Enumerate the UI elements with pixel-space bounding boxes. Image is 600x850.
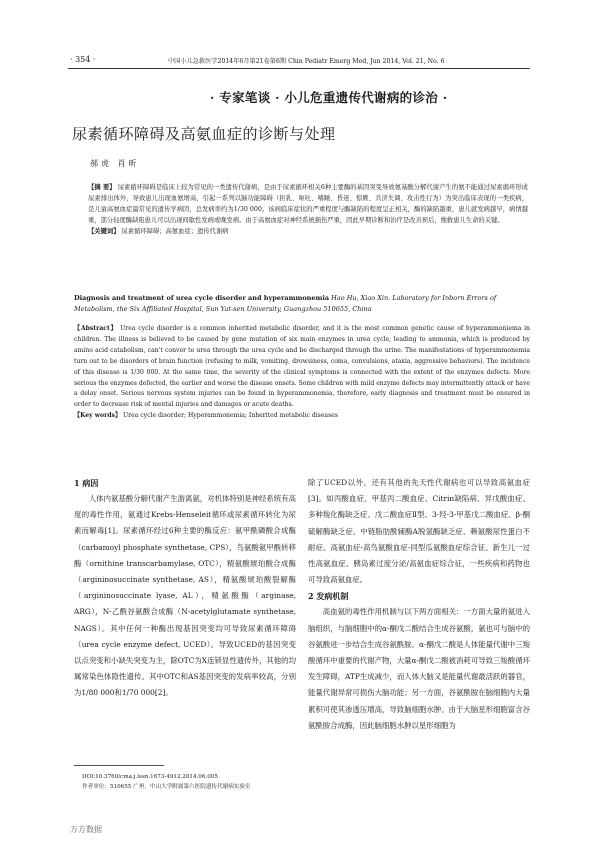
abstract-cn-text: 尿素循环障碍是临床上较为常见的一类遗传代谢病，是由于尿素循环相关6种主要酶的基因突变导致氨基酸分解代谢产生的氨不能通过尿素循环形成尿素排出体外，导致患儿出现血氨增高，引起一系列以脑功能障碍（拒乳、呕吐、嗜睡、昏迷、惊厥、共济失调、攻击性行为）为突出临床表现的一类疾病，是儿童高氨血症最常见的遗传学病因，总发病率约为1/30 000。该病临床症状的严重程度与酶缺陷的程度呈正相关，酶的缺陷越重，患儿就发病越早，病情越重，部分轻度酶缺陷患儿可以出现间歇性发病或晚发病。由于高氨血症对神经系统损伤严重，因此早期诊断和治疗是改善预后，挽救患儿生命的关键。 [88,184,528,224]
affiliation-en: Laboratory for Inborn Errors of Metabolism, the Six Affiliated Hospital, Sun Yat-sen University, Guangzhou 510655, China [74,294,497,313]
doi-line: DOI:10.3760/cma.j.issn.1673-4912.2014.06.005 [82,774,218,780]
keywords-en-label: 【Key words】 [74,412,122,420]
keywords-en-text: Urea cycle disorder; Hyperammonemia; Inherited metabolic diseases [123,412,338,420]
journal-running-header: 中国小儿急救医学2014年6月第21卷第6期 Chin Pediatr Emerg Med, Jun 2014, Vol. 21, No. 6 [168,58,445,65]
section-1-heading: 1 病因 [74,478,99,488]
author-affiliation-line: 作者单位：510655 广州，中山大学附属第六医院遗传代谢病实验室 [82,783,251,790]
keywords-en [74,411,530,422]
right-paragraph-1: 除了UCED以外，还有其他的先天性代谢病也可以导致高氨血症[3]。如丙酸血症、甲基丙二酸血症、Citrin缺陷病、异戊酸血症、多种羧化酶缺乏症、戊二酸血症Ⅱ型、3-羟-3-甲基戊二酸血症、β-酮硫解酶缺乏症、中链脂肪酰辅酶A脱氢酶缺乏症、赖氨酸尿性蛋白不耐症、高氨血症-高鸟氨酸血症-同型瓜氨酸血症综合征、新生儿一过性高氨血症、胰岛素过度分泌/高氨血症综合征，一些疾病和药物也可导致高氨血症。 [308,478,530,585]
footnote-rule [74,765,164,766]
header-rule [68,68,530,69]
abstract-en-label: 【Abstract】 [74,325,118,332]
body-column-right [308,475,530,734]
page-number: · 354 · [70,55,96,64]
abstract-cn-label: 【摘 要】 [88,184,116,191]
abstract-en-text: Urea cycle disorder is a common inherited metabolic disorder, and it is the most common genetic cause of hyperammoniema in children. The illness is believed to be caused by gene mutation of six main enzymes in urea cycle, leading to ammonia, which is produced by amino acid catabolism, can't conver to urea through the urea cycle and be discharged through the urine. The manifestations of hyperammonemia turn out to be disorders of brain function (refusing to milk, vomiting, drowsiness, coma, convulsions, ataxia, aggressive behaviors). The incidence of this disease is 1/30 000. At the same time, the severity of the clinical symptoms is connected with the extent of the enzymes defects. More serious the enzymes defected, the earlier and worse the disease onsets. Some children with mild enzyme defects may intermittently attack or have a delay onset. Serious nervous system injuries can be found in hyperammonemia, therefore, early diagnosis and treatment must be ensured in order to decrease risk of mental injuries and damages or acute deaths. [74,325,530,409]
section-2-paragraph: 高血氨的毒性作用机制与以下两方面相关：一方面大量的氨进入脑组织，与脑细胞中的α-酮戊二酸结合生成谷氨酸，氨也可与脑中的谷氨酸进一步结合生成谷氨酰胺。α-酮戊二酸是人体能量代谢中三羧酸循环中重要的代谢产物，大量α-酮戊二酸被消耗可导致三羧酸循环发生障碍，ATP生成减少，而人体大脑又是能量代谢最活跃的器官，能量代谢异常可损伤大脑功能；另一方面，谷氨酰胺在脑细胞内大量累积可使其渗透压增高，导致脑细胞水肿。由于大脑星形细胞富含谷氨酰胺合成酶，因此脑细胞水肿以星形细胞为 [308,607,530,730]
article-title-en: Diagnosis and treatment of urea cycle disorder and hyperammonemia [74,294,330,302]
keywords-cn-label: 【关键词】 [88,227,120,235]
authors-en: Hao Hu, Xiao Xin. [331,294,391,302]
keywords-cn [88,227,528,238]
article-title-en-block [74,293,530,314]
authors-cn: 郝虎 肖昕 [90,159,140,168]
article-title-cn: 尿素循环障碍及高氨血症的诊断与处理 [72,125,336,143]
abstract-en [74,324,530,422]
keywords-cn-text: 尿素循环障碍；高氨血症；遗传代谢病 [121,227,229,235]
abstract-cn [88,183,528,238]
series-title: · 专家笔谈 · 小儿危重遗传代谢病的诊治 · [210,90,448,105]
watermark: 万方数据 [70,825,102,834]
footnote [82,773,302,793]
section-1-paragraph: 人体内氨基酸分解代谢产生游离氨，对机体特别是神经系统有高度的毒性作用，氨通过Krebs-Henseleit循环或尿素循环转化为尿素而解毒[1]。尿素循环经过6种主要的酶反应：氨甲酰磷酸合成酶（carbamoyl phosphate synthetase, CPS），鸟氨酸氨甲酰转移酶（ornithine transcarbamylase, OTC），精氨酸琥珀酸合成酶（argininosuccinate synthetase, AS），精氨酸琥珀酸裂解酶（argininosuccinate lyase, AL），精氨酸酶（arginase, ARG），N-乙酰谷氨酸合成酶（N-acetylglutamate synthetase, NAGS）。其中任何一种酶出现基因突变均可导致尿素循环障碍（urea cycle enzyme defect, UCED）。导致UCED的基因突变以点突变和小缺失突变为主，除OTC为X连锁显性遗传外，其他的均属常染色体隐性遗传。其中OTC和AS基因突变的发病率较高，分别为1/80 000和1/70 000[2]。 [74,494,296,698]
section-2-heading: 2 发病机制 [308,591,349,602]
body-column-left [74,475,296,702]
